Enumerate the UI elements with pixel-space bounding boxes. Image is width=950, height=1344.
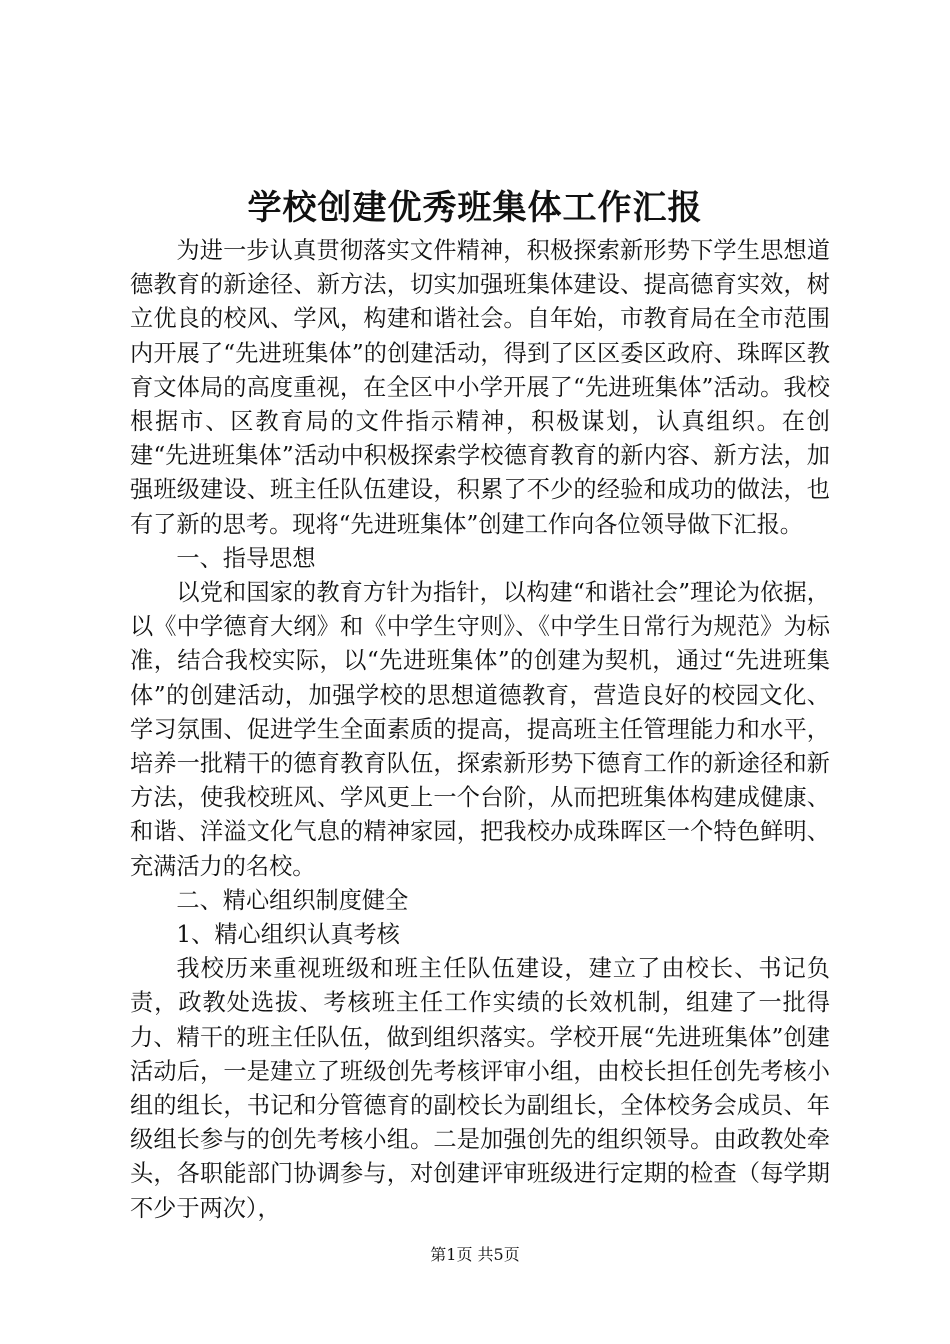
- document-body: [130, 234, 830, 1226]
- page-number-footer: 第1页 共5页: [430, 1245, 520, 1264]
- paragraph-assessment: 我校历来重视班级和班主任队伍建设，建立了由校长、书记负责，政教处选拔、考核班主任工作实绩的长效机制，组建了一批得力、精干的班主任队伍，做到组织落实。学校开展“先进班集体”创建活动后，一是建立了班级创先考核评审小组，由校长担任创先考核小组的组长，书记和分管德育的副校长为副组长，全体校务会成员、年级组长参与的创先考核小组。二是加强创先的组织领导。由政教处牵头，各职能部门协调参与，对创建评审班级进行定期的检查（每学期不少于两次），: [130, 955, 830, 1222]
- document-title: 学校创建优秀班集体工作汇报: [247, 188, 703, 228]
- paragraph-intro: 为进一步认真贯彻落实文件精神，积极探索新形势下学生思想道德教育的新途径、新方法，切实加强班集体建设、提高德育实效，树立优良的校风、学风，构建和谐社会。自年始，市教育局在全市范围内开展了“先进班集体”的创建活动，得到了区区委区政府、珠晖区教育文体局的高度重视，在全区中小学开展了“先进班集体”活动。我校根据市、区教育局的文件指示精神，积极谋划，认真组织。在创建“先进班集体”活动中积极探索学校德育教育的新内容、新方法，加强班级建设、班主任队伍建设，积累了不少的经验和成功的做法，也有了新的思考。现将“先进班集体”创建工作向各位领导做下汇报。: [130, 237, 830, 538]
- section-heading-organization: 二、精心组织制度健全: [176, 886, 409, 914]
- section-heading-guiding-thought: 一、指导思想: [176, 544, 316, 572]
- subsection-heading-assessment: 1、精心组织认真考核: [176, 921, 400, 949]
- paragraph-guiding-thought: 以党和国家的教育方针为指针，以构建“和谐社会”理论为依据，以《中学德育大纲》和《中学生守则》、《中学生日常行为规范》为标准，结合我校实际，以“先进班集体”的创建为契机，通过“先进班集体”的创建活动，加强学校的思想道德教育，营造良好的校园文化、学习氛围、促进学生全面素质的提高，提高班主任管理能力和水平，培养一批精干的德育教育队伍，探索新形势下德育工作的新途径和新方法，使我校班风、学风更上一个台阶，从而把班集体构建成健康、和谐、洋溢文化气息的精神家园，把我校办成珠晖区一个特色鲜明、充满活力的名校。: [130, 579, 830, 880]
